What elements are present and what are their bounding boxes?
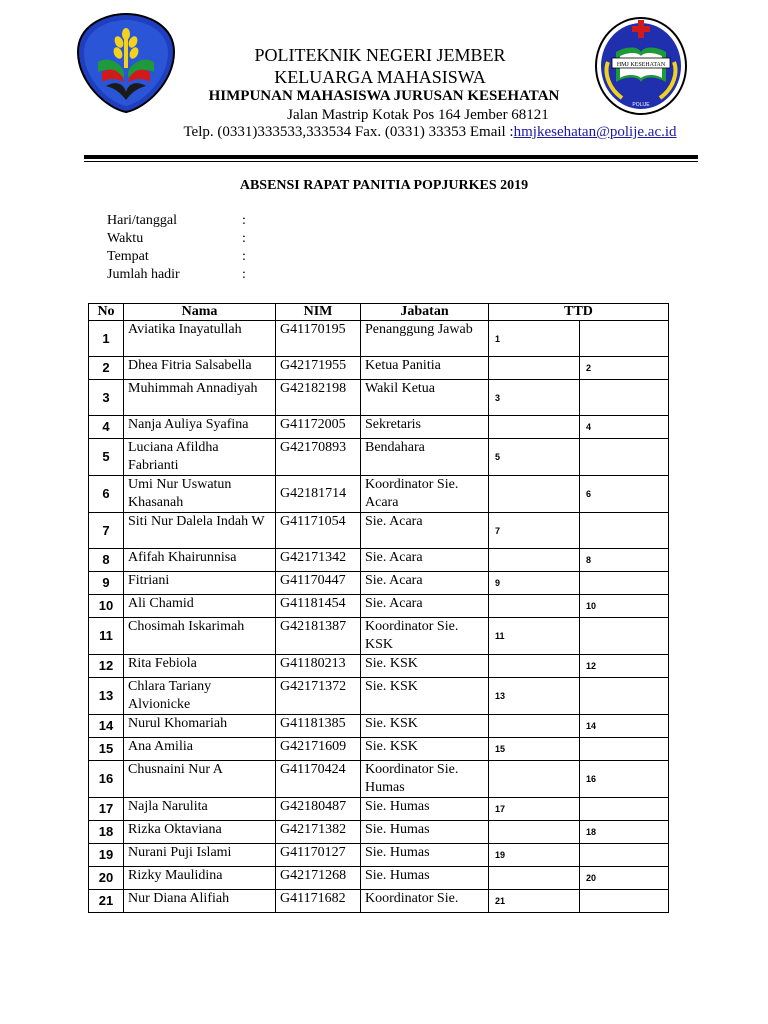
- row-jabatan: Sie. KSK: [361, 678, 489, 715]
- institution-name: POLITEKNIK NEGERI JEMBER: [254, 45, 506, 65]
- row-nim: G42181387: [276, 618, 361, 655]
- table-row: [89, 738, 669, 761]
- row-no: 4: [89, 416, 124, 439]
- row-nama: Ali Chamid: [124, 595, 276, 618]
- signature-cell-right[interactable]: 20: [580, 867, 669, 890]
- row-no: 3: [89, 380, 124, 416]
- signature-cell-left[interactable]: 21: [489, 890, 580, 913]
- signature-cell-left[interactable]: [489, 416, 580, 439]
- signature-cell-left[interactable]: 17: [489, 798, 580, 821]
- table-row: [89, 761, 669, 798]
- row-jabatan: Wakil Ketua: [361, 380, 489, 416]
- info-colon: :: [242, 267, 246, 282]
- row-no: 17: [89, 798, 124, 821]
- row-jabatan: Ketua Panitia: [361, 357, 489, 380]
- signature-cell-right[interactable]: [580, 678, 669, 715]
- table-row: [89, 715, 669, 738]
- row-nama: Ana Amilia: [124, 738, 276, 761]
- row-nim: G41170195: [276, 321, 361, 357]
- row-jabatan: Sie. Acara: [361, 513, 489, 549]
- meeting-info: [107, 212, 407, 284]
- table-body: [89, 321, 669, 913]
- row-jabatan: Sie. Humas: [361, 821, 489, 844]
- signature-cell-right[interactable]: [580, 572, 669, 595]
- table-row: [89, 357, 669, 380]
- header-rule-thick: [84, 155, 698, 159]
- row-nama: Umi Nur Uswatun Khasanah: [124, 476, 276, 513]
- row-nama: Nurul Khomariah: [124, 715, 276, 738]
- row-nama: Chosimah Iskarimah: [124, 618, 276, 655]
- table-row: [89, 655, 669, 678]
- info-label: Hari/tanggal: [107, 213, 177, 228]
- signature-cell-left[interactable]: [489, 867, 580, 890]
- row-jabatan: Sie. KSK: [361, 655, 489, 678]
- info-colon: :: [242, 231, 246, 246]
- right-logo-motto-text: POLIJE: [632, 102, 650, 108]
- signature-cell-right[interactable]: 18: [580, 821, 669, 844]
- row-nim: G41181385: [276, 715, 361, 738]
- row-nim: G42171609: [276, 738, 361, 761]
- table-row: [89, 572, 669, 595]
- row-nama: Nur Diana Alifiah: [124, 890, 276, 913]
- row-no: 14: [89, 715, 124, 738]
- signature-cell-left[interactable]: [489, 549, 580, 572]
- table-row: [89, 618, 669, 655]
- table-row: [89, 549, 669, 572]
- row-nim: G42171342: [276, 549, 361, 572]
- row-nim: G42171268: [276, 867, 361, 890]
- row-nama: Nurani Puji Islami: [124, 844, 276, 867]
- row-nim: G42171955: [276, 357, 361, 380]
- row-no: 15: [89, 738, 124, 761]
- signature-cell-left[interactable]: [489, 821, 580, 844]
- signature-cell-right[interactable]: 6: [580, 476, 669, 513]
- attendance-table: [88, 303, 669, 913]
- row-nim: G42181714: [276, 476, 361, 513]
- signature-cell-right[interactable]: [580, 618, 669, 655]
- row-jabatan: Sie. Humas: [361, 798, 489, 821]
- signature-cell-right[interactable]: [580, 439, 669, 476]
- row-no: 12: [89, 655, 124, 678]
- signature-cell-right[interactable]: [580, 798, 669, 821]
- row-nama: Rizka Oktaviana: [124, 821, 276, 844]
- row-nim: G41171682: [276, 890, 361, 913]
- row-no: 21: [89, 890, 124, 913]
- association-name: HIMPUNAN MAHASISWA JURUSAN KESEHATAN: [208, 88, 560, 104]
- row-nama: Dhea Fitria Salsabella: [124, 357, 276, 380]
- row-jabatan: Koordinator Sie. KSK: [361, 618, 489, 655]
- row-jabatan: Koordinator Sie. Humas: [361, 761, 489, 798]
- row-no: 5: [89, 439, 124, 476]
- row-jabatan: Koordinator Sie. Acara: [361, 476, 489, 513]
- table-row: [89, 595, 669, 618]
- row-jabatan: Bendahara: [361, 439, 489, 476]
- table-row: [89, 798, 669, 821]
- table-row: [89, 890, 669, 913]
- info-label: Jumlah hadir: [107, 267, 180, 282]
- table-row: [89, 678, 669, 715]
- table-row: [89, 321, 669, 357]
- row-no: 6: [89, 476, 124, 513]
- signature-cell-right[interactable]: 2: [580, 357, 669, 380]
- row-jabatan: Sie. Acara: [361, 572, 489, 595]
- row-no: 19: [89, 844, 124, 867]
- row-no: 11: [89, 618, 124, 655]
- right-logo-banner-text: HMJ KESEHATAN: [616, 62, 666, 68]
- signature-cell-right[interactable]: [580, 321, 669, 357]
- row-nama: Aviatika Inayatullah: [124, 321, 276, 357]
- signature-cell-left[interactable]: 15: [489, 738, 580, 761]
- info-colon: :: [242, 213, 246, 228]
- table-header-row: [89, 304, 669, 321]
- info-row-attendance: [107, 266, 407, 284]
- row-nim: G42171372: [276, 678, 361, 715]
- table-row: [89, 821, 669, 844]
- row-no: 18: [89, 821, 124, 844]
- signature-cell-left[interactable]: 13: [489, 678, 580, 715]
- row-nim: G41170424: [276, 761, 361, 798]
- signature-cell-left[interactable]: 1: [489, 321, 580, 357]
- table-row: [89, 416, 669, 439]
- row-nama: Najla Narulita: [124, 798, 276, 821]
- signature-cell-right[interactable]: [580, 738, 669, 761]
- contact-phone-fax: Telp. (0331)333533,333534 Fax. (0331) 33353 Email :: [183, 124, 514, 140]
- info-label: Tempat: [107, 249, 149, 264]
- row-nama: Siti Nur Dalela Indah W: [124, 513, 276, 549]
- signature-cell-right[interactable]: 10: [580, 595, 669, 618]
- row-no: 20: [89, 867, 124, 890]
- row-jabatan: Sie. Humas: [361, 844, 489, 867]
- table-row: [89, 513, 669, 549]
- email-link[interactable]: hmjkesehatan@polije.ac.id: [513, 124, 677, 140]
- signature-cell-right[interactable]: 16: [580, 761, 669, 798]
- row-nim: G42180487: [276, 798, 361, 821]
- signature-cell-left[interactable]: [489, 476, 580, 513]
- signature-cell-right[interactable]: 4: [580, 416, 669, 439]
- signature-cell-left[interactable]: [489, 655, 580, 678]
- row-no: 1: [89, 321, 124, 357]
- row-no: 8: [89, 549, 124, 572]
- signature-cell-left[interactable]: 7: [489, 513, 580, 549]
- row-no: 9: [89, 572, 124, 595]
- info-row-place: [107, 248, 407, 266]
- row-no: 16: [89, 761, 124, 798]
- info-label: Waktu: [107, 231, 144, 246]
- organization-name: KELUARGA MAHASISWA: [274, 67, 486, 87]
- info-colon: :: [242, 249, 246, 264]
- row-nama: Afifah Khairunnisa: [124, 549, 276, 572]
- signature-cell-left[interactable]: 9: [489, 572, 580, 595]
- header-rule-thin: [84, 161, 698, 162]
- table-row: [89, 380, 669, 416]
- row-nama: Chusnaini Nur A: [124, 761, 276, 798]
- row-nim: G41181454: [276, 595, 361, 618]
- signature-cell-right[interactable]: 14: [580, 715, 669, 738]
- row-nim: G41170447: [276, 572, 361, 595]
- row-nim: G41172005: [276, 416, 361, 439]
- row-nama: Nanja Auliya Syafina: [124, 416, 276, 439]
- row-nim: G41171054: [276, 513, 361, 549]
- row-nim: G42170893: [276, 439, 361, 476]
- signature-cell-right[interactable]: [580, 844, 669, 867]
- col-header-nim: NIM: [276, 304, 361, 321]
- signature-cell-left[interactable]: [489, 357, 580, 380]
- row-nim: G42171382: [276, 821, 361, 844]
- address: Jalan Mastrip Kotak Pos 164 Jember 68121: [287, 107, 549, 123]
- row-nama: Fitriani: [124, 572, 276, 595]
- signature-cell-right[interactable]: 12: [580, 655, 669, 678]
- row-jabatan: Sekretaris: [361, 416, 489, 439]
- col-header-no: No: [89, 304, 124, 321]
- col-header-ttd: TTD: [489, 304, 669, 321]
- signature-cell-left[interactable]: [489, 715, 580, 738]
- row-jabatan: Sie. Acara: [361, 549, 489, 572]
- signature-cell-right[interactable]: 8: [580, 549, 669, 572]
- signature-cell-right[interactable]: [580, 513, 669, 549]
- col-header-jabatan: Jabatan: [361, 304, 489, 321]
- row-no: 7: [89, 513, 124, 549]
- table-row: [89, 476, 669, 513]
- row-nim: G41180213: [276, 655, 361, 678]
- row-nim: G42182198: [276, 380, 361, 416]
- row-jabatan: Penanggung Jawab: [361, 321, 489, 357]
- row-no: 13: [89, 678, 124, 715]
- row-nama: Muhimmah Annadiyah: [124, 380, 276, 416]
- row-jabatan: Sie. KSK: [361, 738, 489, 761]
- row-nama: Chlara Tariany Alvionicke: [124, 678, 276, 715]
- signature-cell-left[interactable]: [489, 595, 580, 618]
- info-row-time: [107, 230, 407, 248]
- row-nama: Rita Febiola: [124, 655, 276, 678]
- signature-cell-left[interactable]: 3: [489, 380, 580, 416]
- document-title: ABSENSI RAPAT PANITIA POPJURKES 2019: [239, 178, 529, 193]
- row-jabatan: Sie. KSK: [361, 715, 489, 738]
- row-nama: Luciana Afildha Fabrianti: [124, 439, 276, 476]
- signature-cell-left[interactable]: 11: [489, 618, 580, 655]
- signature-cell-left[interactable]: 19: [489, 844, 580, 867]
- row-jabatan: Koordinator Sie.: [361, 890, 489, 913]
- signature-cell-right[interactable]: [580, 380, 669, 416]
- signature-cell-left[interactable]: 5: [489, 439, 580, 476]
- table-row: [89, 844, 669, 867]
- table-row: [89, 867, 669, 890]
- signature-cell-right[interactable]: [580, 890, 669, 913]
- table-row: [89, 439, 669, 476]
- row-jabatan: Sie. Humas: [361, 867, 489, 890]
- row-nama: Rizky Maulidina: [124, 867, 276, 890]
- row-no: 10: [89, 595, 124, 618]
- row-jabatan: Sie. Acara: [361, 595, 489, 618]
- row-no: 2: [89, 357, 124, 380]
- contact-line: [46, 124, 768, 141]
- col-header-nama: Nama: [124, 304, 276, 321]
- signature-cell-left[interactable]: [489, 761, 580, 798]
- info-row-date: [107, 212, 407, 230]
- row-nim: G41170127: [276, 844, 361, 867]
